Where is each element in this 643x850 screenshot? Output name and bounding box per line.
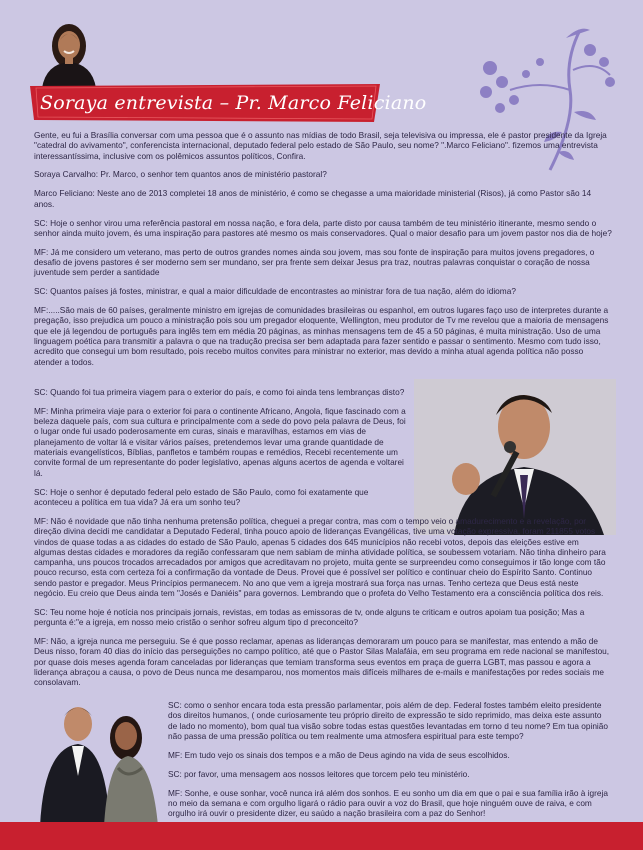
article-paragraph: SC: Hoje o senhor virou uma referência pastoral em nossa nação, e fora dela, parte disto por causa também de teu ministério itinerante, mesmo sendo o senhor ainda muito jovem, és uma inspiração para pastores até mesmo os mais conservadores. Qual o maior desafio para um jovem pastor nos dia de hoje?	[34, 217, 612, 238]
article-paragraph: SC: Teu nome hoje é notícia nos principais jornais, revistas, em todas as emissoras de tv, onde alguns te criticam e outros apoiam tua posição; Mas a pergunta é:"e a igreja, em nosso meio cristão o senhor sofreu algum tipo d preconceito?	[34, 606, 585, 628]
article-bottom-section	[168, 700, 612, 818]
article-paragraph: SC: Hoje o senhor é deputado federal pelo estado de São Paulo, como foi exatamente que aconteceu a política em tua vida? Já era um sonho teu?	[34, 486, 369, 507]
footer-bar	[0, 822, 643, 850]
article-paragraph: MF: Sonhe, e ouse sonhar, você nunca irá além dos sonhos. E eu sonho um dia em que o pai e sua família irão à igreja no meio da semana e com orgulho ligará o rádio para ouvir a voz do Brasil, que hoje ninguém ouve de raiva, e com orgulho irá ouvir o presidente dizer, eu saúdo a nação brasileira com a paz do Senhor!	[168, 787, 608, 819]
article-paragraph: Marco Feliciano: Neste ano de 2013 completei 18 anos de ministério, é como se chegasse a uma maioridade ministerial (Risos), já como Pastor são 14 anos.	[34, 188, 592, 209]
couple-photo	[34, 696, 162, 826]
article-paragraph: MF: Não, a igreja nunca me perseguiu. Se é que posso reclamar, apenas as lideranças demoraram um pouco para se manifestar, mas entendo a mão de Deus nisso, foram 40 dias do início das perseguições no campo político, até que o Pastor Silas Malafáia, em seu programa em rede nacional se manifestou, por quase dois meses agenda foram canceladas por lideranças que temiam transforma seus eventos em praça de guerra LGBT, mas passou e agora a liderança abraçou a causa, o povo de Deus nunca me desamparou, nos momentos mais difíceis milhares de e-mails e manifestações por redes sociais me consolavam.	[34, 636, 610, 688]
article-top-section	[34, 130, 612, 367]
article-paragraph: Gente, eu fui a Brasília conversar com uma pessoa que é o assunto nas mídias de todo Brasil, seja televisiva ou impressa, ele é pastor presidente da Igreja "catedral do avivamento", conferencista internacional, deputado federal pelo estado de São Paulo, seu nome? ".Marco Feliciano". fizemos uma entrevista interessantíssima, inclusive com os polêmicos assuntos políticos, Confira.	[34, 130, 607, 161]
article-paragraph: MF:.....São mais de 60 países, geralmente ministro em igrejas de comunidades brasileiras ou espanhol, em outros lugares faço uso de interpretes durante a pregação, isso prejudica um pouco a ministração pois sou um pregador eloquente, Wellington, meu produtor de Tv me revelou que a maioria de mensagens que ele já legendou de português para inglês tem em média 20 páginas, as minhas mensagens tem de 45 a 50 páginas, é muita ministração. Uso de uma linguagem poética para transmitir a palavra o que na tradução precisa ser bem adaptada para fazer sentido e passar o sentimento. Mesmo com tudo isso, acredito que consegui um bom resultado, pois recebo muitos convites para ministrar no exterior, mas devido a minha atual agenda política não posso atender a todos.	[34, 305, 609, 367]
interviewee-photo	[414, 379, 616, 535]
article-paragraph: Soraya Carvalho: Pr. Marco, o senhor tem quantos anos de ministério pastoral?	[34, 169, 327, 180]
article-paragraph: SC: como o senhor encara toda esta pressão parlamentar, pois além de dep. Federal fostes também eleito presidente dos direitos humanos, ( onde curiosamente teu próprio direito de expressão te sido reprimido, mas deixa este assunto de lado no momento), bom qual tua visão sobre todas estas questões levantadas em torno d teu nome? Em tua opinião não passa de uma pressão política ou tem realmente uma atmosfera espiritual para este tempo?	[168, 700, 609, 741]
article-wide-section	[34, 516, 612, 688]
article-paragraph: MF: Em tudo vejo os sinais dos tempos e a mão de Deus agindo na vida de seus escolhidos.	[168, 749, 510, 760]
article-paragraph: MF: Já me considero um veterano, mas perto de outros grandes nomes ainda sou jovem, mas sou fonte de inspiração para muitos jovens pregadores, o desafio de jovens pastores é ser moderno sem ser mundano, ser pra frente sem deixar Jesus pra traz, noutras palavras conquistar o coração de nossa juventude sem perder a santidade	[34, 246, 595, 278]
article-paragraph: SC: por favor, uma mensagem aos nossos leitores que torcem pelo teu ministério.	[168, 768, 470, 779]
reporter-photo	[34, 18, 104, 88]
article-paragraph: SC: Quando foi tua primeira viagem para o exterior do país, e como foi ainda tens lembranças disto?	[34, 387, 405, 397]
article-paragraph: MF: Minha primeira viaje para o exterior foi para o continente Africano, Angola, fique fascinado com a beleza daquele país, com sua cultura e principalmente com a sede do povo pela palavra de Deus, foi o lugar onde fui usado poderosamente em curas, sinais e maravilhas, estamos em vias de planejamento de voltar lá e visitar vários países, pretendemos levar uma grande quantidade de materiais evangelísticos, Bíblias, panfletos e também roupas e remédios, Recebi recentemente um convite formal de um representante do poder legislativo, apenas alguns acertos de agenda e voltarei lá.	[34, 405, 406, 478]
article-paragraph: MF: Não é novidade que não tinha nenhuma pretensão política, cheguei a pregar contra, mas com o tempo veio o amadurecimento e a revelação, por direção divina decidi me candidatar a Deputado Federal, tinha pouco apoio de lideranças Evangélicas, tive uma votação expressiva, foram 211855 votos vindos de quase todas a as cidades do estado de São Paulo, apenas 5 cidades dos 645 municípios não recebi votos, depois das eleições estive em algumas destas cidades e moradores da região confessaram que nem sabiam de minha atividade política, se soubessem votariam. Não tinha dinheiro para campanha, uns poucos trocados arrecadados por amigos que acreditavam no projeto, muita gente se surpreendeu como conseguimos ir tão longe com tão pouco recurso, esta com certeza foi a confirmação da vontade de Deus. Provei que é possível ser político e continuar cheio do Espírito Santo. Continuo sendo pastor e pregador. Meus Princípios permanecem. No ano que vem a igreja mostrará sua força nas urnas. Tenho certeza que Deus está neste negócio. Eu creio que Deus ainda tem "Josés e Daniéis" para governos. Lembrando que o profeta do Velho Testamento era a consciência política dos reis.	[34, 516, 606, 599]
article-paragraph: SC: Quantos países já fostes, ministrar, e qual a maior dificuldade de encontrastes ao ministrar fora de tua nação, além do idioma?	[34, 286, 516, 297]
page-title: Soraya entrevista – Pr. Marco Feliciano	[40, 92, 427, 114]
article-mid-section	[34, 387, 406, 507]
